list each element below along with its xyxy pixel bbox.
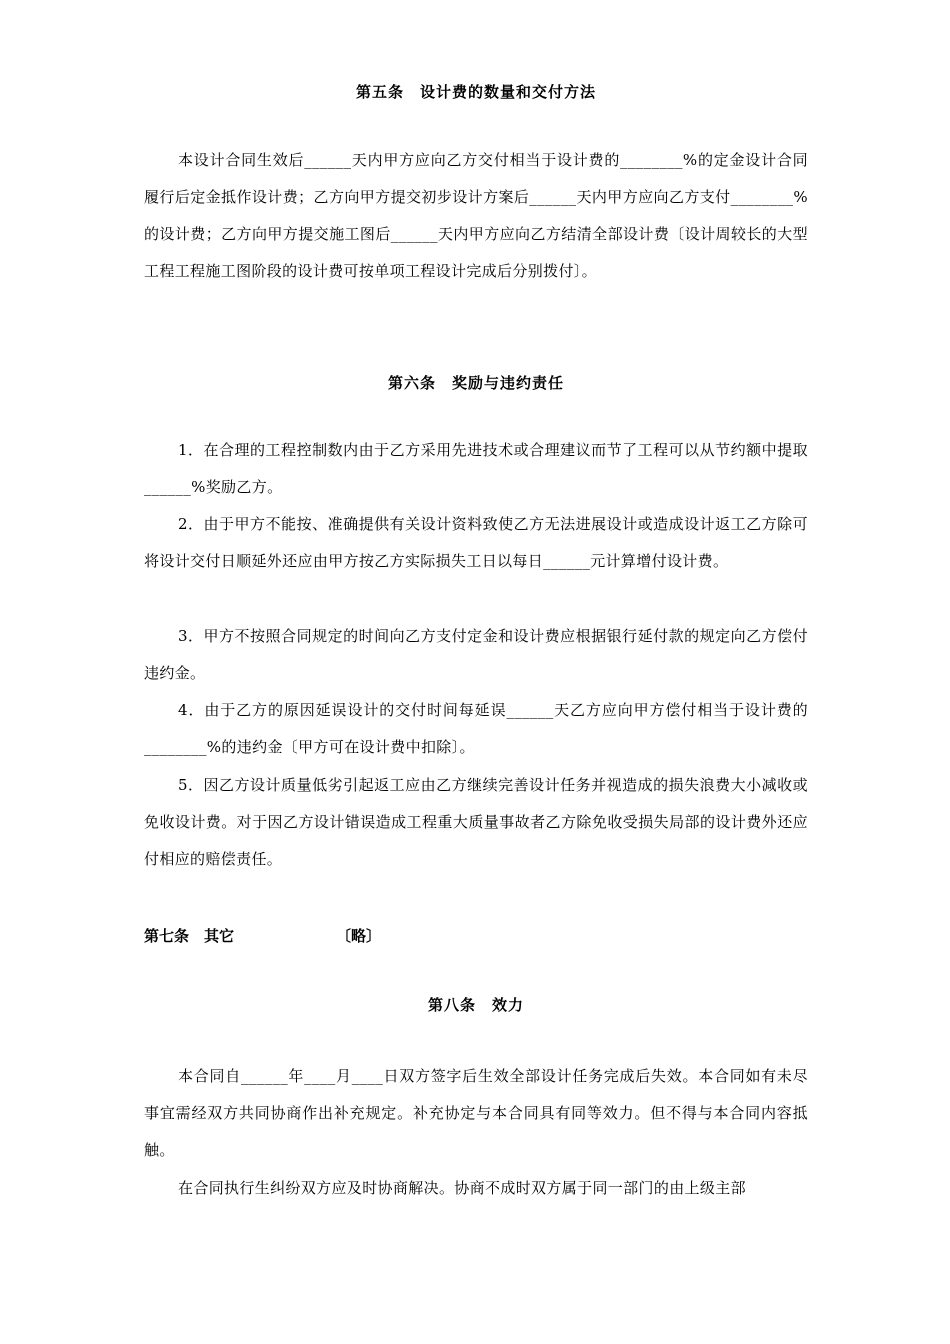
article-6-item-2: 2．由于甲方不能按、准确提供有关设计资料致使乙方无法进展设计或造成设计返工乙方除可将设计交付日顺延外还应由甲方按乙方实际损失工日以每日______元计算增付设计费。: [144, 515, 808, 570]
article-8-paragraph-2: 在合同执行生纠纷双方应及时协商解决。协商不成时双方属于同一部门的由上级主部: [178, 1179, 746, 1197]
article-5-paragraph: 本设计合同生效后______天内甲方应向乙方交付相当于设计费的________%的定金设计合同履行后定金抵作设计费；乙方向甲方提交初步设计方案后______天内甲方应向乙方支付________%的设计费；乙方向甲方提交施工图后______天内甲方应向乙方结清全部设计费〔设计周较长的大型工程工程施工图阶段的设计费可按单项工程设计完成后分别拨付〕。: [144, 151, 808, 280]
article-6-item-1: 1．在合理的工程控制数内由于乙方采用先进技术或合理建议而节了工程可以从节约额中提取______%奖励乙方。: [144, 441, 808, 496]
article-5-heading: 第五条 设计费的数量和交付方法: [355, 83, 596, 101]
article-6-item-4: 4．由于乙方的原因延误设计的交付时间每延误______天乙方应向甲方偿付相当于设计费的________%的违约金〔甲方可在设计费中扣除〕。: [144, 701, 808, 756]
article-8-paragraph-1: 本合同自______年____月____日双方签字后生效全部设计任务完成后失效。本合同如有未尽事宜需经双方共同协商作出补充规定。补充协定与本合同具有同等效力。但不得与本合同内容抵触。: [144, 1067, 808, 1159]
article-8-heading: 第八条 效力: [427, 996, 524, 1014]
article-6-heading: 第六条 奖励与违约责任: [387, 374, 564, 392]
article-6-item-3: 3．甲方不按照合同规定的时间向乙方支付定金和设计费应根据银行延付款的规定向乙方偿付违约金。: [144, 627, 808, 682]
article-7-heading: 第七条 其它: [144, 927, 235, 945]
article-6-item-5: 5．因乙方设计质量低劣引起返工应由乙方继续完善设计任务并视造成的损失浪费大小减收或免收设计费。对于因乙方设计错误造成工程重大质量事故者乙方除免收受损失局部的设计费外还应付相应的赔偿责任。: [144, 776, 808, 868]
article-7-note: 〔略〕: [336, 927, 382, 945]
